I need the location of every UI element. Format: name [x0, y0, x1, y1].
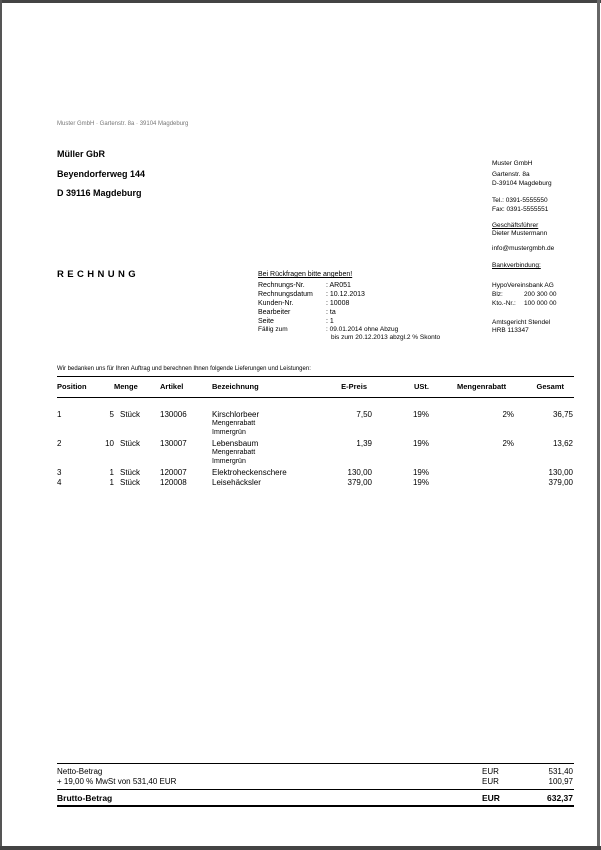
row-total: 379,00 — [548, 478, 573, 487]
meta-value-due-2: bis zum 20.12.2013 abzgl.2 % Skonto — [331, 334, 441, 341]
blz-value: 200 300 00 — [524, 291, 557, 298]
row-qty: 1 — [109, 468, 114, 477]
row-subtext: Mengenrabatt — [212, 449, 256, 456]
row-pos: 4 — [57, 478, 62, 487]
col-header-menge: Menge — [114, 382, 138, 391]
hrb: HRB 113347 — [492, 327, 529, 334]
row-ust: 19% — [412, 468, 429, 477]
meta-label-invoice-date: Rechnungsdatum — [258, 291, 313, 298]
row-ust: 19% — [412, 410, 429, 419]
row-description: Kirschlorbeer — [212, 410, 260, 419]
recipient-name: Müller GbR — [57, 149, 106, 159]
totals-top-rule — [57, 763, 574, 764]
meta-label-clerk: Bearbeiter — [258, 309, 291, 316]
scan-border-left — [0, 0, 2, 850]
meta-label-customer-no: Kunden-Nr. — [258, 300, 294, 307]
ceo-name: Dieter Mustermann — [492, 230, 548, 237]
col-header-epreis: E-Preis — [341, 382, 367, 391]
kto-value: 100 000 00 — [524, 300, 557, 307]
row-price: 7,50 — [356, 410, 372, 419]
company-name: Muster GmbH — [492, 160, 533, 167]
scan-border-bottom — [0, 846, 601, 850]
brutto-currency: EUR — [482, 793, 500, 803]
netto-currency: EUR — [482, 767, 499, 776]
col-header-position: Position — [57, 382, 87, 391]
row-discount: 2% — [502, 439, 514, 448]
bank-label: Bankverbindung: — [492, 262, 541, 269]
row-ust: 19% — [412, 439, 429, 448]
company-city: D-39104 Magdeburg — [492, 180, 552, 187]
col-header-rabatt: Mengenrabatt — [457, 382, 507, 391]
meta-label-page: Seite — [258, 318, 274, 325]
document-title: RECHNUNG — [57, 269, 140, 280]
brutto-amount: 632,37 — [547, 793, 573, 803]
brutto-top-rule — [57, 789, 574, 790]
netto-label: Netto-Betrag — [57, 767, 103, 776]
company-tel: Tel.: 0391-5555550 — [492, 197, 548, 204]
meta-value-due-1: : 09.01.2014 ohne Abzug — [326, 326, 399, 333]
row-subtext: Mengenrabatt — [212, 420, 256, 427]
row-price: 379,00 — [347, 478, 372, 487]
company-street: Gartenstr. 8a — [492, 171, 530, 178]
row-article: 120007 — [160, 468, 187, 477]
row-article: 130007 — [160, 439, 187, 448]
col-header-gesamt: Gesamt — [536, 382, 564, 391]
row-price: 1,39 — [356, 439, 372, 448]
row-description: Leisehäcksler — [212, 478, 261, 487]
kto-label: Kto.-Nr.: — [492, 300, 516, 307]
ceo-label: Geschäftsführer — [492, 222, 539, 229]
row-description: Elektroheckenschere — [212, 468, 287, 477]
col-header-ust: USt. — [414, 382, 429, 391]
row-description: Lebensbaum — [212, 439, 259, 448]
row-article: 120008 — [160, 478, 187, 487]
scan-border-top — [0, 0, 601, 3]
meta-value-clerk: : ta — [326, 309, 336, 316]
meta-label-invoice-no: Rechnungs-Nr. — [258, 282, 305, 289]
row-pos: 3 — [57, 468, 62, 477]
mwst-label: + 19,00 % MwSt von 531,40 EUR — [57, 777, 177, 786]
row-unit: Stück — [120, 478, 141, 487]
company-email: info@mustergmbh.de — [492, 245, 555, 252]
meta-value-page: : 1 — [326, 318, 334, 325]
mwst-amount: 100,97 — [548, 777, 573, 786]
col-header-artikel: Artikel — [160, 382, 184, 391]
row-ust: 19% — [412, 478, 429, 487]
brutto-bottom-rule — [57, 805, 574, 807]
meta-value-customer-no: : 10008 — [326, 300, 350, 307]
row-subtext: Immergrün — [212, 429, 246, 436]
row-qty: 5 — [109, 410, 114, 419]
company-fax: Fax: 0391-5555551 — [492, 206, 549, 213]
row-pos: 1 — [57, 410, 62, 419]
row-unit: Stück — [120, 410, 141, 419]
recipient-city: D 39116 Magdeburg — [57, 188, 142, 198]
row-pos: 2 — [57, 439, 62, 448]
mwst-currency: EUR — [482, 777, 499, 786]
row-total: 13,62 — [552, 439, 573, 448]
meta-label-due: Fällig zum — [258, 326, 288, 333]
row-article: 130006 — [160, 410, 187, 419]
intro-text: Wir bedanken uns für Ihren Auftrag und berechnen Ihnen folgende Lieferungen und Leistungen: — [57, 366, 311, 372]
court: Amtsgericht Stendel — [492, 319, 551, 326]
brutto-label: Brutto-Betrag — [57, 793, 113, 803]
meta-value-invoice-no: : AR051 — [326, 282, 351, 289]
sender-line: Muster GmbH · Gartenstr. 8a · 39104 Magdeburg — [57, 121, 189, 127]
table-top-rule — [57, 376, 574, 377]
row-qty: 10 — [105, 439, 114, 448]
row-qty: 1 — [109, 478, 114, 487]
scan-border-right — [597, 0, 600, 850]
bank-name: HypoVereinsbank AG — [492, 282, 554, 289]
row-total: 130,00 — [548, 468, 573, 477]
row-total: 36,75 — [552, 410, 573, 419]
row-unit: Stück — [120, 439, 141, 448]
row-price: 130,00 — [347, 468, 372, 477]
blz-label: Blz: — [492, 291, 503, 298]
meta-heading: Bei Rückfragen bitte angeben! — [258, 271, 353, 278]
col-header-bezeichnung: Bezeichnung — [212, 382, 259, 391]
meta-value-invoice-date: : 10.12.2013 — [326, 291, 365, 298]
table-header-rule — [57, 397, 574, 398]
row-unit: Stück — [120, 468, 141, 477]
netto-amount: 531,40 — [548, 767, 573, 776]
recipient-street: Beyendorferweg 144 — [57, 169, 146, 179]
row-subtext: Immergrün — [212, 458, 246, 465]
row-discount: 2% — [502, 410, 514, 419]
